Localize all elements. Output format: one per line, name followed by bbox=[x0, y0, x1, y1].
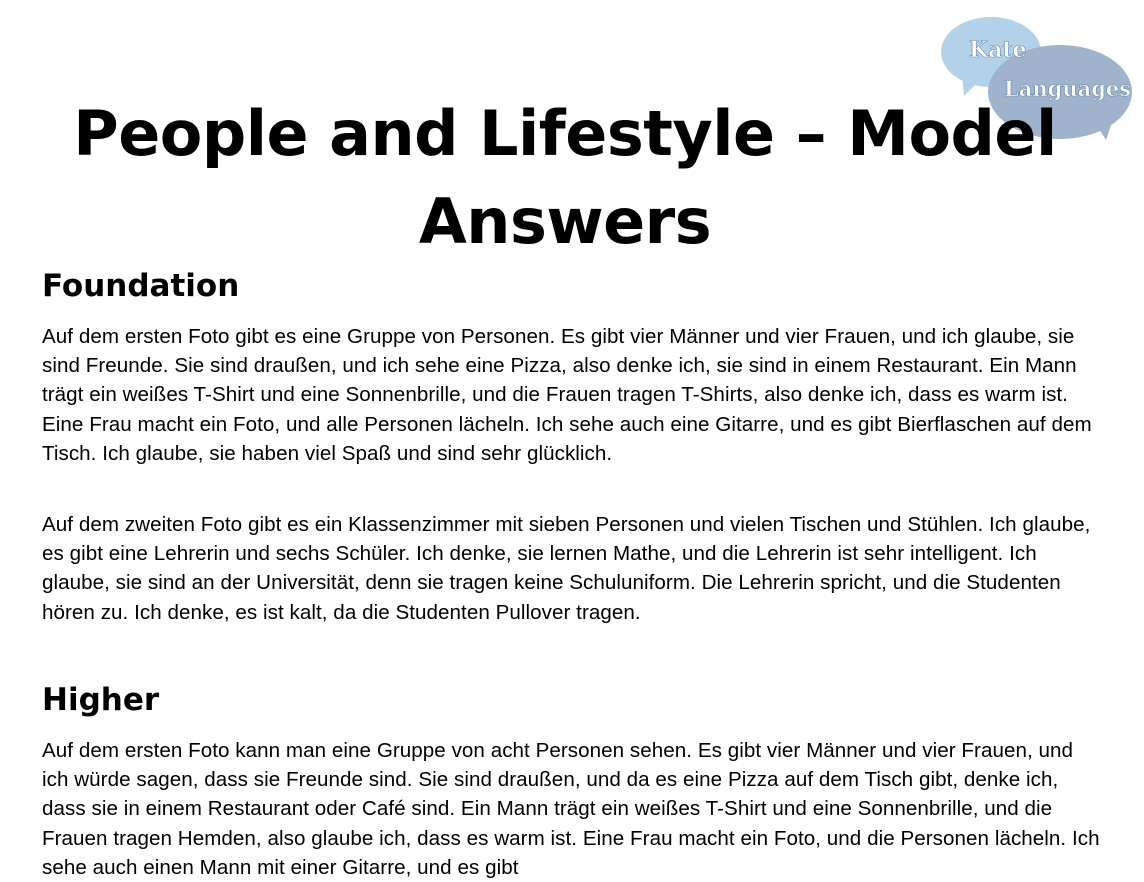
higher-paragraph-1: Auf dem ersten Foto kann man eine Gruppe von acht Personen sehen. Es gibt vier Männer und vier Frauen, und ich würde sagen, dass sie Freunde sind. Sie sind draußen, und da es eine Pizza auf dem Tisch gibt, denke ich, dass sie in einem Restaurant oder Café sind. Ein Mann trägt ein weißes T-Shirt und eine Sonnenbrille, und die Frauen tragen Hemden, also glaube ich, dass es warm ist. Eine Frau macht ein Foto, und die Personen lächeln. Ich sehe auch einen Mann mit einer Gitarre, und es gibt bbox=[42, 739, 1100, 879]
section-heading-higher: Higher bbox=[42, 682, 160, 718]
foundation-paragraph-1: Auf dem ersten Foto gibt es eine Gruppe von Personen. Es gibt vier Männer und vier Frauen, und ich glaube, sie sind Freunde. Sie sind draußen, und ich sehe eine Pizza, also denke ich, sie sind in einem Restaurant. Ein Mann trägt ein weißes T-Shirt und eine Sonnenbrille, und die Frauen tragen T-Shirts, also denke ich, dass es warm ist. Eine Frau macht ein Foto, und alle Personen lächeln. Ich sehe auch eine Gitarre, und es gibt Bierflaschen auf dem Tisch. Ich glaube, sie haben viel Spaß und sind sehr glücklich. bbox=[42, 325, 1092, 465]
foundation-paragraph-2: Auf dem zweiten Foto gibt es ein Klassenzimmer mit sieben Personen und vielen Tischen und Stühlen. Ich glaube, es gibt eine Lehrerin und sechs Schüler. Ich denke, sie lernen Mathe, und die Lehrerin ist sehr intelligent. Ich glaube, sie sind an der Universität, denn sie tragen keine Schuluniform. Die Lehrerin spricht, und die Studenten hören zu. Ich denke, es ist kalt, da die Studenten Pullover tragen. bbox=[42, 513, 1091, 624]
section-heading-foundation: Foundation bbox=[42, 268, 240, 304]
logo-word-languages: Languages bbox=[1004, 76, 1132, 101]
logo-word-kate: Kate bbox=[969, 37, 1027, 63]
page-title: People and Lifestyle – Model Answers bbox=[73, 97, 1057, 258]
